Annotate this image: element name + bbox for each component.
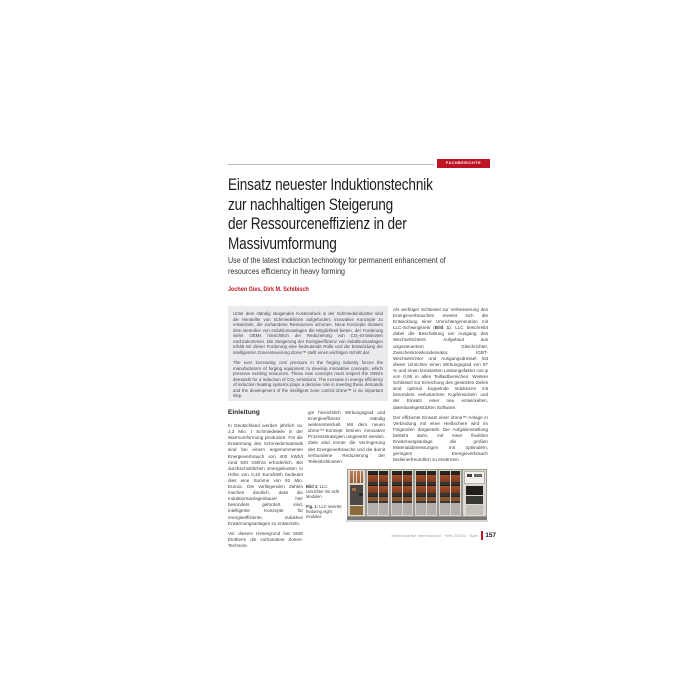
figure-reference: Bild 1 <box>434 325 450 331</box>
figure1-caption-german: Bild 1: LLC-Umrichter mit acht Modulen <box>306 484 340 500</box>
column2-paragraph-1: gie hinsichtlich Wirkungsgrad und Energieeffizienz ständig weiterentwickelt. Mit dem neuen iZone™-Konzept können innovative Prozessstrategien umgesetzt werden. Ziele sind immer die Verringerung des Energieverbrauchs und die damit verbundene Reduzierung der Teilestückkosten. <box>308 410 385 464</box>
control-module-lower <box>466 496 483 504</box>
page-number-bar <box>481 531 483 540</box>
column3-paragraph-1: Als wichtiger Schlüssel zur Verbesserung des Energieverbrauches erweist sich die Entwicklung einer Umrichtergeneration mit LLC-Schwingkreis (Bild 1). LLC beschreibt dabei die Beschaltung am Ausgang des Wechselrichters. Aufgebaut aus ungesteuertem Gleichrichter, Zwischenkreiskondensator, IGBT-Wechselrichter und Ausgangsdrossel hat dieser Umrichter einen Wirkungsgrad von 97 % und einen konstanten Leistungsfaktor cos φ von 0,95 in allen Teillastbereichen. Weitere Schlüssel zur Erreichung des gesetzten Zieles sind optimal koppelnde Induktoren mit besonders verlustarmen Kupferwickeln und der Einsatz einer neu entwickelten, datenbankgestützten Software. <box>393 307 489 410</box>
title-line-1: Einsatz neuester Induktionstechnik <box>228 175 433 194</box>
supply-cabinet-base <box>350 506 363 515</box>
article-title <box>228 175 492 253</box>
inverter-module <box>379 471 389 515</box>
header-divider <box>228 164 434 165</box>
inverter-bay <box>366 469 390 517</box>
figure1-photo <box>344 467 489 524</box>
inverter-bay <box>390 469 414 517</box>
text-column-1 <box>228 410 303 549</box>
inverter-bay <box>414 469 438 517</box>
inverter-cabinet-row <box>347 469 487 517</box>
column1-paragraph-1: In Deutschland werden jährlich ca. 2,3 Mio. t Schmiedeteile in der Warmumformung produziert. Für die Erwärmung des Schmiedematerials sind bei einem angenommenen Energieverbrauch von 400 kWh/t rund 920 GWh/a erforderlich. Bei durchschnittlichen Energiekosten in Höhe von 0,10 Euro/kWh bedeutet dies eine Summe von 92 Mio. Euro/a. Die vorliegenden Zahlen machen deutlich, dass die Induktionsanlagenbauer hier besonders gefordert sind, intelligente Konzepte für energieeffiziente, induktive Erwärmungsanlagen zu entwickeln. <box>228 423 303 526</box>
column1-paragraph-2: Vor diesem Hintergrund hat SMS Elotherm die vorhandene Zonen-Technolo- <box>228 530 303 548</box>
category-badge: FACHBERICHTE <box>437 159 490 168</box>
abstract-english: The ever increasing cost pressure in the forging industry forces the manufacturers of forging equipment to develop innovative concepts, which preserve existing resources. These new concepts must respect the OEM's demands for a reduction of CO₂ emissions. The increase in energy efficiency of induction heating systems plays a decisive role in meeting these demands and the development of the intelligent zone control iZone™ is an important step. <box>233 360 383 398</box>
page-content <box>228 150 496 550</box>
page-footer <box>228 531 496 540</box>
floor-shadow <box>346 520 488 522</box>
column3-paragraph-2: Der effiziente Einsatz einer iZone™-Anlage in Verbindung mit einer Heißschere wird im Folgenden dargestellt. Die Aufgabenstellung besteht darin, mit einer flexiblen Erwärmungsanlage die großen Materialabmessungen mit optimalem, geringem Energieverbrauch bedienerfreundlich zu erwärmen. <box>393 414 488 463</box>
control-cabinet <box>462 469 487 517</box>
inverter-module <box>440 471 450 515</box>
inverter-module <box>403 471 413 515</box>
control-panel <box>464 471 485 484</box>
journal-issue-info: elektrowärme international · Heft 2/2011 · April <box>391 533 479 538</box>
switchgear-section <box>350 485 363 505</box>
figure1-caption-english: Fig. 1: LLC inverter, featuring eight modules <box>306 503 343 520</box>
inverter-bays <box>366 469 462 517</box>
title-line-2: zur nachhaltigen Steigerung <box>228 194 394 214</box>
supply-cabinet <box>347 469 366 517</box>
subtitle-line-1: Use of the latest induction technology for permanent enhancement of <box>228 255 446 265</box>
text-column-2 <box>308 410 385 465</box>
inverter-bay <box>438 469 462 517</box>
inverter-module <box>392 471 402 515</box>
control-cabinet-base <box>466 505 483 515</box>
text-column-3 <box>393 307 488 463</box>
title-line-3: der Ressourceneffizienz in der <box>228 214 407 233</box>
article-subtitle-en <box>228 255 483 276</box>
inverter-module <box>427 471 437 515</box>
page-number: 157 <box>485 532 496 539</box>
subtitle-line-2: resources efficiency in heavy forming <box>228 265 345 276</box>
abstract-box <box>228 306 388 401</box>
abstract-german: Unter dem ständig steigenden Kostendruck in der Schmiedeindustrie sind die Hersteller von Schmiedelinien aufgefordert, innovative Konzepte zu entwickeln, die vorhandene Ressourcen schonen. Neue Konzepte müssen dem Betreiber von Induktionsanlagen die Möglichkeit bieten, der Forderung vieler OEMs hinsichtlich der Reduzierung von CO₂-Emissionen nachzukommen. Die Steigerung der Energieeffizienz von Induktionsanlagen erhält mit dieser Forderung eine bedeutende Rolle und die Entwicklung der intelligenten Zonensteuerung iZone™ stellt einen wichtigen Schritt dar. <box>233 311 383 355</box>
control-module-upper <box>466 486 483 495</box>
inverter-module <box>368 471 378 515</box>
title-line-4: Massivumformung <box>228 233 337 253</box>
copper-busbars <box>348 470 365 484</box>
figure1-caption <box>306 484 344 519</box>
section-heading-einleitung: Einleitung <box>228 409 260 416</box>
inverter-module <box>451 471 461 515</box>
author-line: Jochen Gies, Dirk M. Schibisch <box>228 286 309 293</box>
inverter-module <box>416 471 426 515</box>
